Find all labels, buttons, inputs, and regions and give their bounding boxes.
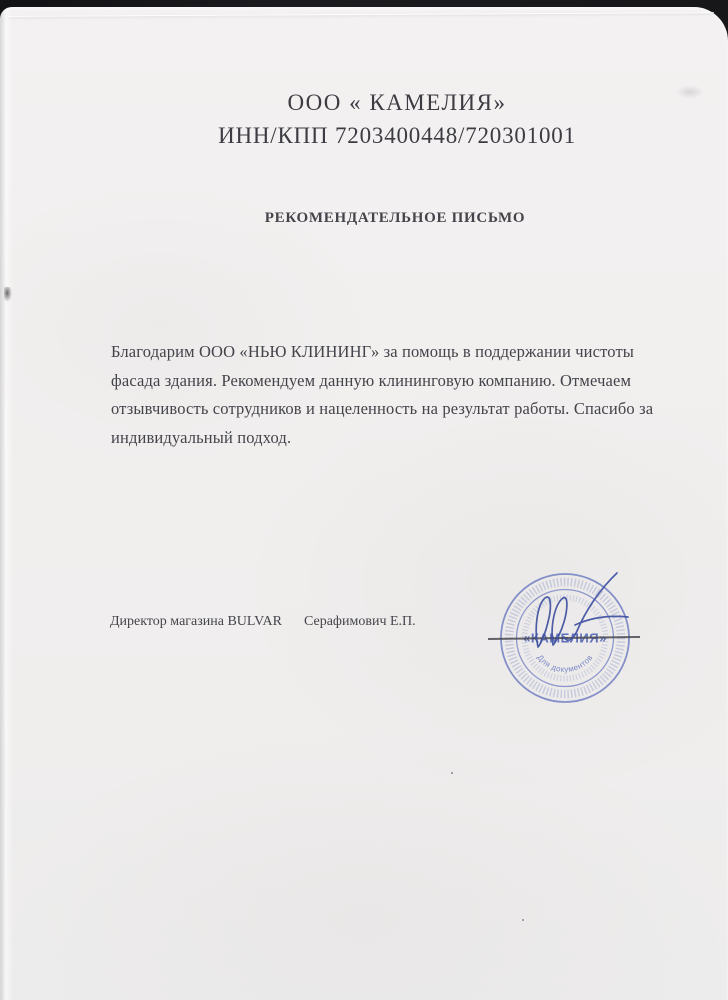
body-line: индивидуальный подход. <box>111 427 292 447</box>
body-line: отзывчивость сотрудников и нацеленность на результат работы. Спасибо за <box>111 399 654 419</box>
svg-text:Для документов <box>535 653 594 674</box>
signer-role: Директор магазина BULVAR <box>110 614 282 629</box>
signer-name: Серафимович Е.П. <box>304 614 416 629</box>
company-name: ООО « КАМЕЛИЯ» <box>287 90 507 115</box>
paper <box>0 7 728 1000</box>
body-line: Благодарим ООО «НЬЮ КЛИНИНГ» за помощь в поддержании чистоты <box>111 342 635 361</box>
body-line: фасада здания. Рекомендуем данную клининговую компанию. Отмечаем <box>111 370 632 390</box>
inn-kpp-line: ИНН/КПП 7203400448/720301001 <box>218 123 576 148</box>
handwritten-signature <box>502 557 634 653</box>
paper-left-edge <box>0 7 13 1000</box>
letter-title: РЕКОМЕНДАТЕЛЬНОЕ ПИСЬМО <box>264 210 526 226</box>
dust-speck <box>522 919 524 921</box>
ink-speck <box>4 287 12 302</box>
signature-stroke <box>536 597 550 647</box>
stamp-bottom-text: Для документов <box>535 652 595 675</box>
letter-body <box>111 338 671 452</box>
signature-stroke <box>564 573 617 640</box>
dust-speck <box>451 772 453 774</box>
scan-smudge <box>676 85 704 99</box>
paper-top-edge <box>8 12 714 17</box>
